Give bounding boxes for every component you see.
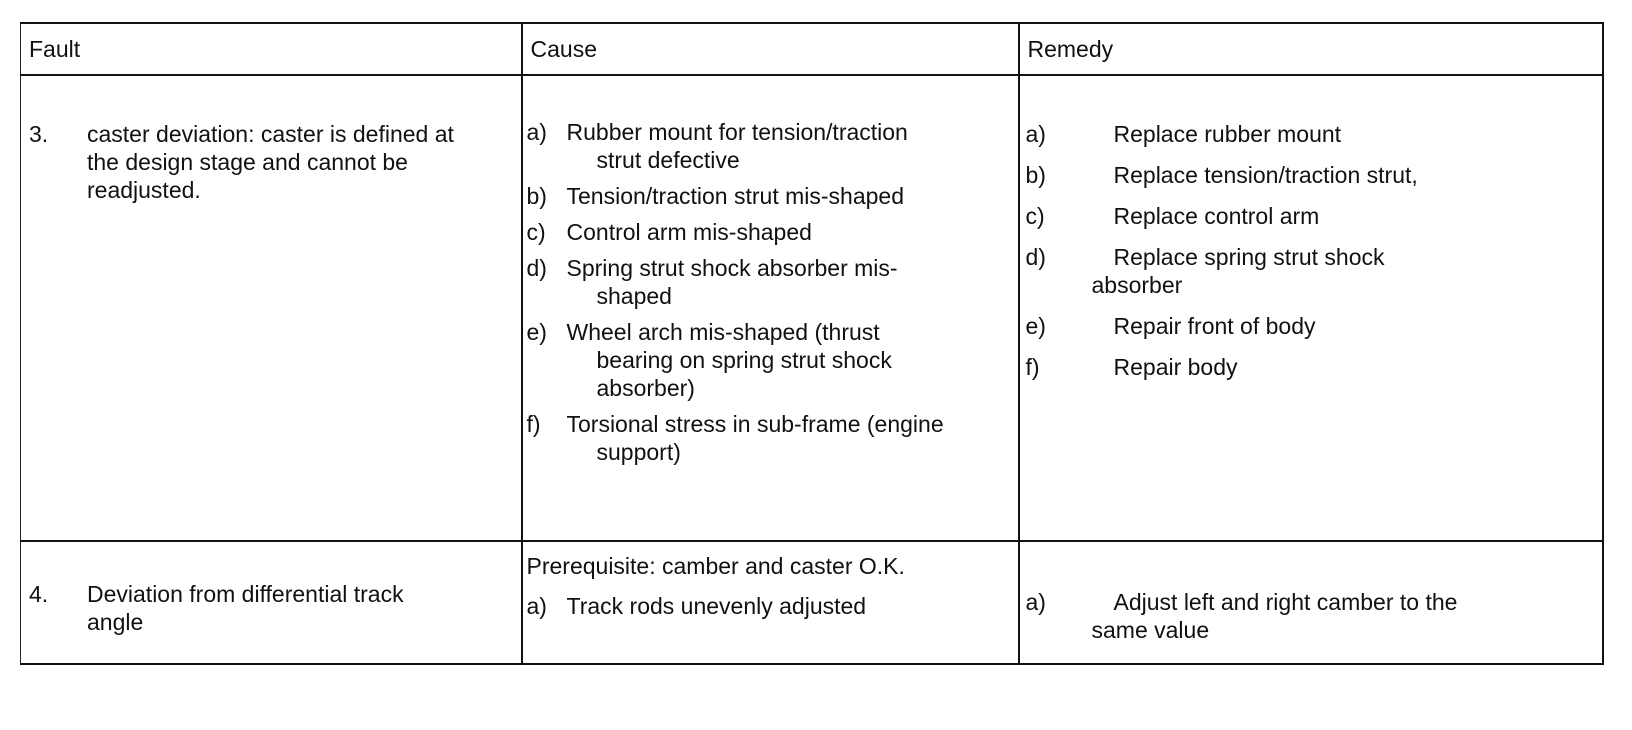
cause-line: Torsional stress in sub-frame (engine <box>566 411 944 437</box>
cause-item <box>527 118 1010 174</box>
remedy-item <box>1026 312 1594 340</box>
cause-line: Spring strut shock absorber mis- <box>566 255 898 281</box>
cause-line: support) <box>596 439 681 465</box>
remedy-item <box>1026 353 1594 381</box>
cause-item <box>527 254 1010 310</box>
fault-line: Deviation from differential track <box>87 581 404 607</box>
remedy-item <box>1026 243 1594 299</box>
prerequisite-note: Prerequisite: camber and caster O.K. <box>526 553 905 579</box>
cause-line: shaped <box>596 283 672 309</box>
cause-list <box>523 76 1018 480</box>
remedy-line: same value <box>1091 617 1210 643</box>
fault-cell <box>21 75 522 541</box>
remedy-line: Replace rubber mount <box>1113 121 1342 147</box>
cause-item <box>527 410 1010 466</box>
cause-list <box>523 580 1018 634</box>
remedy-letter: e) <box>1025 313 1046 339</box>
cause-line: absorber) <box>596 375 695 401</box>
remedy-item <box>1026 120 1594 148</box>
cause-line: bearing on spring strut shock <box>596 347 892 373</box>
fault-cell <box>21 541 522 664</box>
remedy-line: Adjust left and right camber to the <box>1113 589 1458 615</box>
remedy-line: Repair body <box>1113 354 1238 380</box>
remedy-cell <box>1019 541 1603 664</box>
fault-number: 3. <box>29 121 49 147</box>
cause-cell <box>522 541 1019 664</box>
header-cause: Cause <box>522 23 1019 75</box>
fault-description <box>87 120 521 204</box>
remedy-letter: b) <box>1025 162 1046 188</box>
table-header-row <box>21 23 1603 75</box>
remedy-list <box>1020 542 1602 663</box>
cause-line: Wheel arch mis-shaped (thrust <box>566 319 880 345</box>
cause-line: Rubber mount for tension/traction <box>566 119 908 145</box>
fault-line: readjusted. <box>87 177 201 203</box>
cause-item <box>527 182 1010 210</box>
cause-cell <box>522 75 1019 541</box>
remedy-item <box>1026 588 1594 644</box>
cause-letter: b) <box>526 183 547 209</box>
cause-letter: f) <box>526 411 541 437</box>
remedy-letter: c) <box>1025 203 1045 229</box>
fault-number: 4. <box>29 581 49 607</box>
cause-line: Tension/traction strut mis-shaped <box>566 183 904 209</box>
header-remedy: Remedy <box>1019 23 1603 75</box>
remedy-letter: f) <box>1025 354 1040 380</box>
fault-line: the design stage and cannot be <box>87 149 408 175</box>
header-fault: Fault <box>21 23 522 75</box>
remedy-line: absorber <box>1091 272 1183 298</box>
remedy-line: Replace control arm <box>1113 203 1320 229</box>
remedy-letter: a) <box>1025 121 1046 147</box>
remedy-line: Replace tension/traction strut, <box>1113 162 1418 188</box>
cause-letter: a) <box>526 119 547 145</box>
cause-letter: e) <box>526 319 547 345</box>
cause-letter: c) <box>526 219 546 245</box>
remedy-line: Repair front of body <box>1113 313 1316 339</box>
table-row <box>21 75 1603 541</box>
remedy-letter: a) <box>1025 589 1046 615</box>
fault-line: angle <box>87 609 144 635</box>
remedy-cell <box>1019 75 1603 541</box>
remedy-item <box>1026 161 1594 189</box>
fault-cause-remedy-table <box>20 22 1604 665</box>
cause-line: Control arm mis-shaped <box>566 219 812 245</box>
remedy-letter: d) <box>1025 244 1046 270</box>
cause-line: strut defective <box>596 147 740 173</box>
cause-item <box>527 218 1010 246</box>
remedy-line: Replace spring strut shock <box>1113 244 1385 270</box>
cause-letter: a) <box>526 593 547 619</box>
remedy-list <box>1020 76 1602 400</box>
cause-item <box>527 318 1010 402</box>
cause-letter: d) <box>526 255 547 281</box>
cause-item <box>527 592 1010 620</box>
table-row <box>21 541 1603 664</box>
cause-line: Track rods unevenly adjusted <box>566 593 867 619</box>
remedy-item <box>1026 202 1594 230</box>
fault-line: caster deviation: caster is defined at <box>87 121 454 147</box>
fault-description <box>87 580 521 636</box>
